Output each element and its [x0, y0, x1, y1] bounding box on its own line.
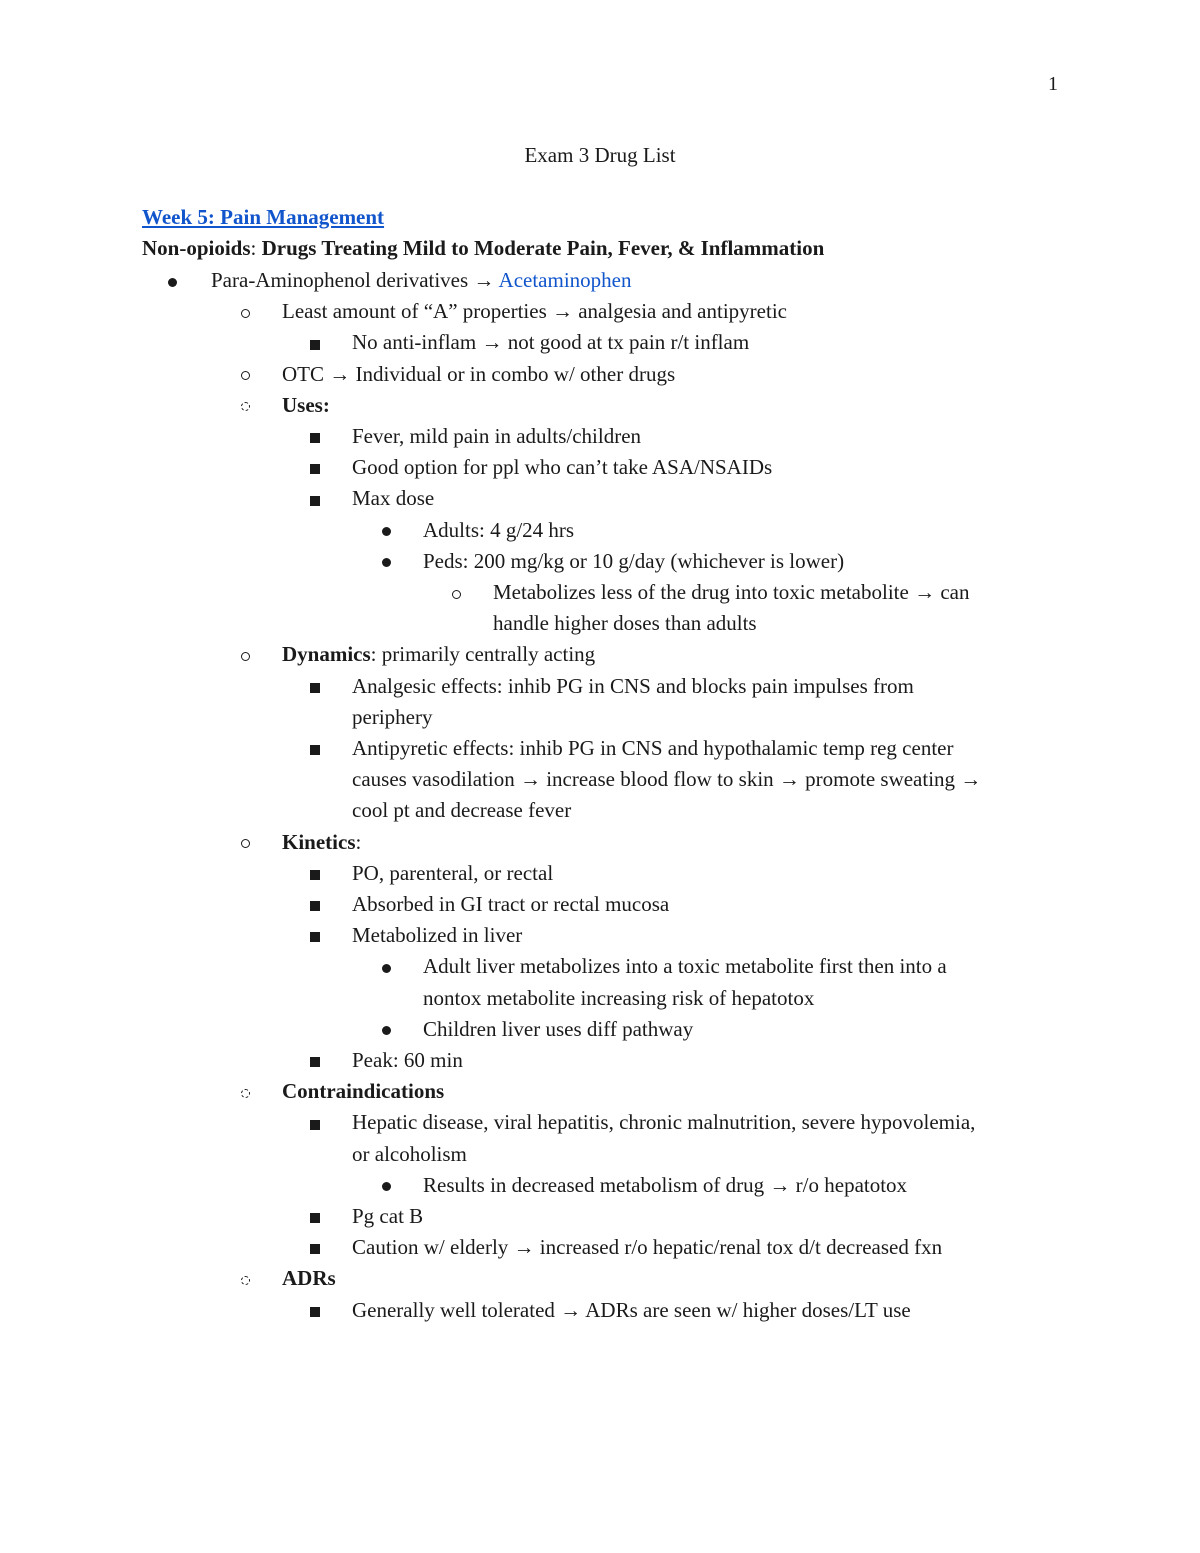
outline-text-run: Uses:: [282, 392, 330, 417]
bullet-marker-icon: [305, 858, 325, 889]
outline-item-text: [423, 546, 844, 577]
bullet-marker-icon: [376, 951, 396, 982]
bullet-glyph-icon: [168, 278, 177, 287]
outline-text-run: Pg cat B: [352, 1204, 424, 1228]
bullet-marker-icon: [305, 452, 325, 483]
outline-text-run: Results in decreased metabolism of drug → r/o hepatotox: [423, 1172, 908, 1197]
document-title: Exam 3 Drug List: [524, 143, 676, 167]
bullet-marker-icon: [235, 390, 255, 421]
bullet-marker-icon: [305, 889, 325, 920]
outline-item-text: [211, 265, 631, 296]
bullet-glyph-icon: [310, 901, 320, 911]
outline-text-run: Dynamics: [282, 642, 371, 667]
bullet-glyph-icon: [241, 839, 250, 848]
outline-text-run: No anti-inflam → not good at tx pain r/t inflam: [352, 330, 750, 355]
outline-text-run: ADRs: [282, 1266, 336, 1291]
bullet-marker-icon: [305, 920, 325, 951]
bullet-glyph-icon: [382, 1182, 391, 1191]
outline-item-text: [282, 639, 595, 670]
outline-text-run: Least amount of “A” properties → analgesia and antipyretic: [282, 299, 787, 324]
bullet-glyph-icon: [310, 745, 320, 755]
outline-text-run: Adult liver metabolizes into a toxic metabolite first then into a: [423, 954, 947, 979]
bullet-marker-icon: [305, 671, 325, 702]
bullet-marker-icon: [235, 1076, 255, 1107]
outline-text-run: Peak: 60 min: [352, 1048, 463, 1072]
drug-name-link: Acetaminophen: [498, 268, 632, 292]
outline-item-text: [352, 1107, 975, 1138]
bullet-glyph-icon: [310, 932, 320, 942]
outline-item-text: [352, 733, 953, 764]
bullet-glyph-icon: [382, 964, 391, 973]
outline-text-run: Analgesic effects: inhib PG in CNS and blocks pain impulses from: [352, 673, 914, 698]
outline-item-text: [282, 390, 330, 421]
bullet-glyph-icon: [310, 1307, 320, 1317]
outline-text-run: Peds: 200 mg/kg or 10 g/day (whichever is lower): [423, 548, 845, 573]
outline-item-text: [282, 296, 787, 327]
outline-item-text: [352, 421, 641, 452]
outline-text-run: Metabolizes less of the drug into toxic metabolite → can: [493, 580, 970, 604]
outline-item-text: [282, 1263, 336, 1294]
outline-item-text: [423, 1170, 907, 1201]
outline-text-run: Contraindications: [282, 1079, 445, 1104]
bullet-glyph-icon: [382, 1026, 391, 1035]
bullet-marker-icon: [446, 577, 466, 608]
outline-item-text: [423, 1014, 693, 1045]
outline-item-text: [352, 920, 522, 951]
subheading: [142, 236, 824, 261]
outline-item-text: [352, 483, 434, 514]
outline-text-run: :: [355, 829, 362, 854]
bullet-glyph-icon: [310, 464, 320, 474]
subheading-separator: :: [250, 236, 262, 260]
outline-item-text: [352, 702, 432, 733]
outline-text-run: periphery: [352, 704, 433, 729]
outline-text-run: Hepatic disease, viral hepatitis, chronic malnutrition, severe hypovolemia,: [352, 1110, 976, 1135]
bullet-marker-icon: [305, 1107, 325, 1138]
bullet-marker-icon: [305, 1201, 325, 1232]
outline-item-text: [423, 515, 574, 546]
bullet-marker-icon: [305, 483, 325, 514]
bullet-marker-icon: [235, 827, 255, 858]
outline-item-text: [493, 577, 969, 608]
outline-item-text: [423, 951, 947, 982]
outline-item-text: [282, 1076, 444, 1107]
outline-text-run: Adults: 4 g/24 hrs: [423, 517, 575, 542]
bullet-marker-icon: [305, 733, 325, 764]
outline-item-text: [352, 1295, 911, 1326]
outline-item-text: [352, 764, 981, 795]
outline-text-run: Kinetics: [282, 829, 356, 854]
bullet-glyph-icon: [241, 371, 250, 380]
outline-item-text: [352, 889, 669, 920]
outline-item-text: [352, 858, 553, 889]
outline-item-text: [282, 359, 675, 390]
outline-item-text: [423, 983, 814, 1014]
outline-text-run: Children liver uses diff pathway: [423, 1016, 694, 1041]
bullet-marker-icon: [376, 515, 396, 546]
outline-text-run: Good option for ppl who can’t take ASA/NSAIDs: [352, 455, 773, 480]
bullet-glyph-icon: [310, 496, 320, 506]
bullet-glyph-icon: [241, 1276, 250, 1285]
outline-text-run: Fever, mild pain in adults/children: [352, 424, 642, 448]
bullet-glyph-icon: [310, 1057, 320, 1067]
bullet-marker-icon: [235, 1263, 255, 1294]
outline-item-text: [352, 452, 772, 483]
outline-item-text: [352, 795, 571, 826]
outline-item-text: [352, 1201, 423, 1232]
outline-text-run: Antipyretic effects: inhib PG in CNS and hypothalamic temp reg center: [352, 736, 954, 760]
outline-item-text: [352, 671, 914, 702]
outline-text-run: Para-Aminophenol derivatives →: [211, 268, 499, 292]
section-heading-link[interactable]: Week 5: Pain Management: [142, 205, 385, 229]
outline-text-run: Metabolized in liver: [352, 923, 523, 948]
page-number: 1: [1048, 73, 1058, 95]
bullet-marker-icon: [305, 1232, 325, 1263]
bullet-marker-icon: [305, 327, 325, 358]
outline-text-run: OTC → Individual or in combo w/ other drugs: [282, 361, 676, 386]
outline-item-text: [282, 827, 361, 858]
bullet-marker-icon: [376, 1170, 396, 1201]
bullet-glyph-icon: [310, 1120, 320, 1130]
outline-text-run: Absorbed in GI tract or rectal mucosa: [352, 892, 670, 916]
outline-text-run: nontox metabolite increasing risk of hepatotox: [423, 985, 815, 1010]
bullet-glyph-icon: [310, 683, 320, 693]
bullet-marker-icon: [305, 1045, 325, 1076]
outline-text-run: causes vasodilation → increase blood flow to skin → promote sweating →: [352, 767, 982, 792]
bullet-marker-icon: [235, 359, 255, 390]
bullet-glyph-icon: [382, 558, 391, 567]
bullet-marker-icon: [305, 1295, 325, 1326]
outline-text-run: Caution w/ elderly → increased r/o hepatic/renal tox d/t decreased fxn: [352, 1235, 943, 1260]
bullet-marker-icon: [235, 639, 255, 670]
outline-item-text: [493, 608, 757, 639]
bullet-glyph-icon: [310, 1213, 320, 1223]
outline-item-text: [352, 1045, 463, 1076]
outline-text-run: PO, parenteral, or rectal: [352, 860, 554, 885]
bullet-glyph-icon: [241, 1089, 250, 1098]
bullet-marker-icon: [162, 265, 182, 296]
outline-item-text: [352, 327, 749, 358]
bullet-glyph-icon: [310, 340, 320, 350]
bullet-glyph-icon: [310, 433, 320, 443]
outline-text-run: : primarily centrally acting: [370, 642, 596, 667]
bullet-glyph-icon: [382, 527, 391, 536]
bullet-marker-icon: [376, 1014, 396, 1045]
bullet-glyph-icon: [452, 590, 461, 599]
subheading-text: Drugs Treating Mild to Moderate Pain, Fever, & Inflammation: [261, 236, 825, 260]
outline-text-run: Generally well tolerated → ADRs are seen w/ higher doses/LT use: [352, 1297, 911, 1322]
bullet-glyph-icon: [241, 652, 250, 661]
bullet-glyph-icon: [241, 309, 250, 318]
bullet-marker-icon: [235, 296, 255, 327]
outline-text-run: Max dose: [352, 486, 435, 511]
bullet-glyph-icon: [310, 1244, 320, 1254]
bullet-glyph-icon: [241, 402, 250, 411]
bullet-glyph-icon: [310, 870, 320, 880]
outline-item-text: [352, 1232, 942, 1263]
outline-item-text: [352, 1139, 467, 1170]
outline-text-run: or alcoholism: [352, 1141, 467, 1166]
bullet-marker-icon: [305, 421, 325, 452]
subheading-label: Non-opioids: [142, 236, 251, 260]
outline-text-run: handle higher doses than adults: [493, 611, 757, 636]
outline-text-run: cool pt and decrease fever: [352, 798, 572, 823]
bullet-marker-icon: [376, 546, 396, 577]
